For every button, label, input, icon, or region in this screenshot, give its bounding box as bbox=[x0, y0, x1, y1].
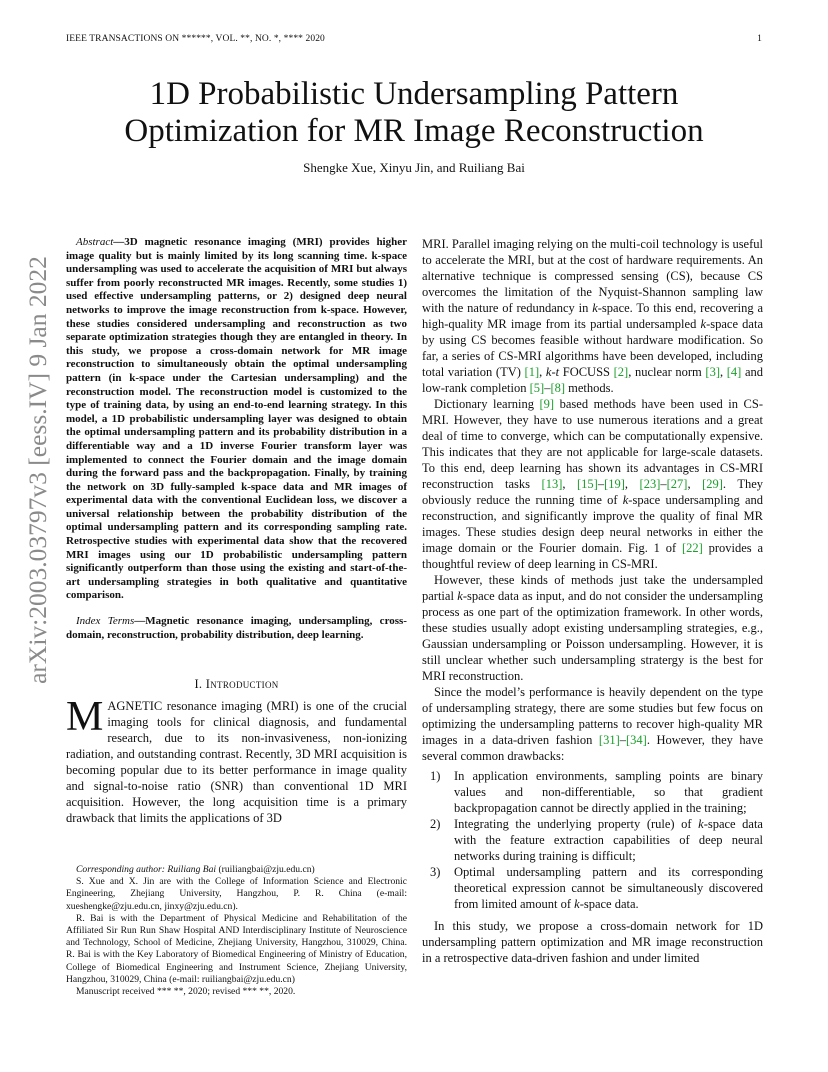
citation-link[interactable]: [34] bbox=[625, 733, 647, 747]
citation-link[interactable]: [3] bbox=[705, 365, 720, 379]
author-list: Shengke Xue, Xinyu Jin, and Ruiliang Bai bbox=[303, 160, 525, 175]
footnotes bbox=[66, 864, 407, 998]
abstract-text: —3D magnetic resonance imaging (MRI) provides higher image quality but is mainly limited by its long scanning time. k-space undersampling was used to accelerate the acquisition of MRI but always suffer from poorly reconstructed MR images. Recently, some studies 1) used effective undersampling patterns, or 2) designed deep neural networks to improve the image reconstruction from k-space. However, these studies considered undersampling and reconstruction as two separate optimization strategies though they are entangled in theory. In this study, we propose a cross-domain network for MR image reconstruction to simultaneously obtain the optimal undersampling pattern (in k-space under the Cartesian undersampling) and the reconstruction model. The reconstruction model is customized to the type of training data, by using an end-to-end learning strategy. In this model, a 1D probabilistic undersampling layer was designed to obtain the optimal undersampling pattern and its probability distribution in a differentiable way and a 1D inverse Fourier transform layer was implemented to connect the Fourier domain and the image domain during the forward pass and the backpropagation. Finally, by training the network on 3D fully-sampled k-space data and MR images of experimental data with the conventional Euclidean loss, we discover a universal relationship between the probability distribution of the optimal undersampling pattern and its corresponding sampling rate. Retrospective studies with experimental data show that the recovered MRI images using our 1D probabilistic undersampling pattern significantly outperform than those using the existing and start-of-the-art undersampling strategies in both qualitative and quantitative comparison. bbox=[66, 236, 407, 602]
citation-link[interactable]: [27] bbox=[666, 477, 688, 491]
abstract bbox=[66, 236, 407, 603]
right-column bbox=[422, 236, 763, 966]
drop-cap: M bbox=[66, 694, 104, 741]
intro-paragraph bbox=[66, 694, 407, 826]
running-head bbox=[66, 34, 762, 44]
paragraph-drawbacks: Since the model’s performance is heavily dependent on the type of undersampling strategy, there are some studies but few focus on optimizing the undersampling patterns to recover high-quality MR images in a data-driven fashion [31]–[34]. However, they have several common drawbacks: bbox=[422, 685, 763, 763]
section-title: Introduction bbox=[205, 677, 279, 692]
citation-link[interactable]: [9] bbox=[539, 397, 555, 411]
page-number: 1 bbox=[757, 34, 762, 44]
index-terms bbox=[66, 615, 407, 642]
title-line-2: Optimization for MR Image Reconstruction bbox=[124, 113, 704, 149]
list-item: 2) Integrating the underlying property (rule) of k-space data with the feature extraction capabilities of deep neural networks during training is difficult; bbox=[430, 817, 763, 863]
citation-link[interactable]: [4] bbox=[726, 365, 742, 379]
journal-header: IEEE TRANSACTIONS ON ******, VOL. **, NO. *, **** 2020 bbox=[66, 34, 325, 44]
list-item: 1) In application environments, sampling points are binary values and non-differentiable, so that gradient backpropagation cannot be directly applied in the training; bbox=[430, 769, 763, 815]
footnote-affiliation-2: R. Bai is with the Department of Physical Medicine and Rehabilitation of the Affiliated Sir Run Run Shaw Hospital AND Interdisciplinary Institute of Neuroscience and Technology, School of Medicine, Zhejiang University, Hangzhou, 310029, China. R. Bai is with the Key Laboratory of Biomedical Engineering of Ministry of Education, College of Biomedical Engineering and Instrument Science, Zhejiang University, Hangzhou, 310029, China (e-mail: ruiliangbai@zju.edu.cn) bbox=[66, 912, 407, 985]
citation-link[interactable]: [8] bbox=[550, 381, 566, 395]
intro-text: AGNETIC resonance imaging (MRI) is one of the crucial imaging tools for clinical diagnosis, and fundamental research, due to its non-invasiveness, non-ionizing radiation, and outstanding contrast. Recently, 3D MRI acquisition is becoming popular due to its better performance in image quality and signal-to-noise ratio (SNR) than conventional 1D MRI acquisition. However, the long acquisition time is a primary drawback that limits the applications of 3D bbox=[66, 699, 407, 826]
citation-link[interactable]: [31] bbox=[598, 733, 620, 747]
citation-link[interactable]: [1] bbox=[524, 365, 540, 379]
left-column bbox=[66, 236, 407, 826]
footnote-affiliation-1: S. Xue and X. Jin are with the College of Information Science and Electronic Engineering, Zhejiang University, Hangzhou, P. R. China (e-mail: xueshengke@zju.edu.cn, jinxy@zju.edu.cn). bbox=[66, 876, 407, 912]
citation-link[interactable]: [5] bbox=[529, 381, 545, 395]
list-item: 3) Optimal undersampling pattern and its corresponding theoretical expression cannot be simultaneously discovered from limited amount of k-space data. bbox=[430, 865, 763, 911]
paragraph-cs-mri: MRI. Parallel imaging relying on the multi-coil technology is useful to accelerate the MRI, but at the cost of hardware requirements. An alternative technique is compressed sensing (CS), because CS overcomes the limitation of the Nyquist-Shannon sampling law with the nature of redundancy in k-space. To this end, recovering a high-quality MR image from its partial undersampled k-space data by using CS becomes feasible without hardware modification. So far, a series of CS-MRI algorithms have been developed, including total variation (TV) [1], k-t FOCUSS [2], nuclear norm [3], [4] and low-rank completion [5]–[8] methods. bbox=[422, 237, 764, 395]
footnote-manuscript: Manuscript received *** **, 2020; revised *** **, 2020. bbox=[76, 986, 296, 998]
index-terms-text: —Magnetic resonance imaging, undersampling, cross-domain, reconstruction, probability distribution, deep learning. bbox=[66, 615, 407, 641]
arxiv-stamp[interactable]: arXiv:2003.03797v3 [eess.IV] 9 Jan 2022 bbox=[23, 256, 52, 684]
citation-link[interactable]: [29] bbox=[702, 477, 723, 491]
footnote-corresponding: Corresponding author: Ruiliang Bai (ruiliangbai@zju.edu.cn) bbox=[76, 864, 315, 875]
citation-link[interactable]: [22] bbox=[681, 541, 703, 555]
paper-title bbox=[66, 76, 762, 150]
title-line-1: 1D Probabilistic Undersampling Pattern bbox=[149, 76, 679, 112]
citation-link[interactable]: [13] bbox=[541, 477, 563, 491]
drawbacks-list bbox=[422, 768, 763, 912]
section-number: I. bbox=[194, 677, 203, 692]
paragraph-deep-learning: Dictionary learning [9] based methods have been used in CS-MRI. However, they have to use numerous iterations and a great deal of time to converge, which can be computationally expensive. This indicates that they are not applicable for large-scale datasets. To this end, deep learning has shown its advantages in CS-MRI reconstruction tasks [13], [15]–[19], [23]–[27], [29]. They obviously reduce the running time of k-space undersampling and reconstruction, and significantly improve the quality of final MR images. These studies design deep neural networks in either the image domain or the Fourier domain. Fig. 1 of [22] provides a thoughtful review of deep learning in CS-MRI. bbox=[422, 397, 764, 571]
section-heading-introduction bbox=[66, 676, 407, 692]
citation-link[interactable]: [15] bbox=[577, 477, 598, 491]
paragraph-limitations: However, these kinds of methods just take the undersampled partial k-space data as input, and do not consider the undersampling process as one part of the optimization framework. In other words, these studies usually adopt existing undersampling strategies, e.g., Gaussian undersampling or Poisson undersampling. However, it is still unclear whether such undersampling stratergy is the best for MRI reconstruction. bbox=[422, 573, 764, 683]
abstract-lead: Abstract bbox=[76, 236, 114, 248]
citation-link[interactable]: [19] bbox=[604, 477, 625, 491]
index-terms-lead: Index Terms bbox=[76, 615, 135, 628]
citation-link[interactable]: [23] bbox=[639, 477, 661, 491]
paragraph-this-study: In this study, we propose a cross-domain network for 1D undersampling pattern optimization and MR image reconstruction in a retrospective data-driven fashion and under limited bbox=[422, 919, 763, 965]
citation-link[interactable]: [2] bbox=[613, 365, 629, 379]
